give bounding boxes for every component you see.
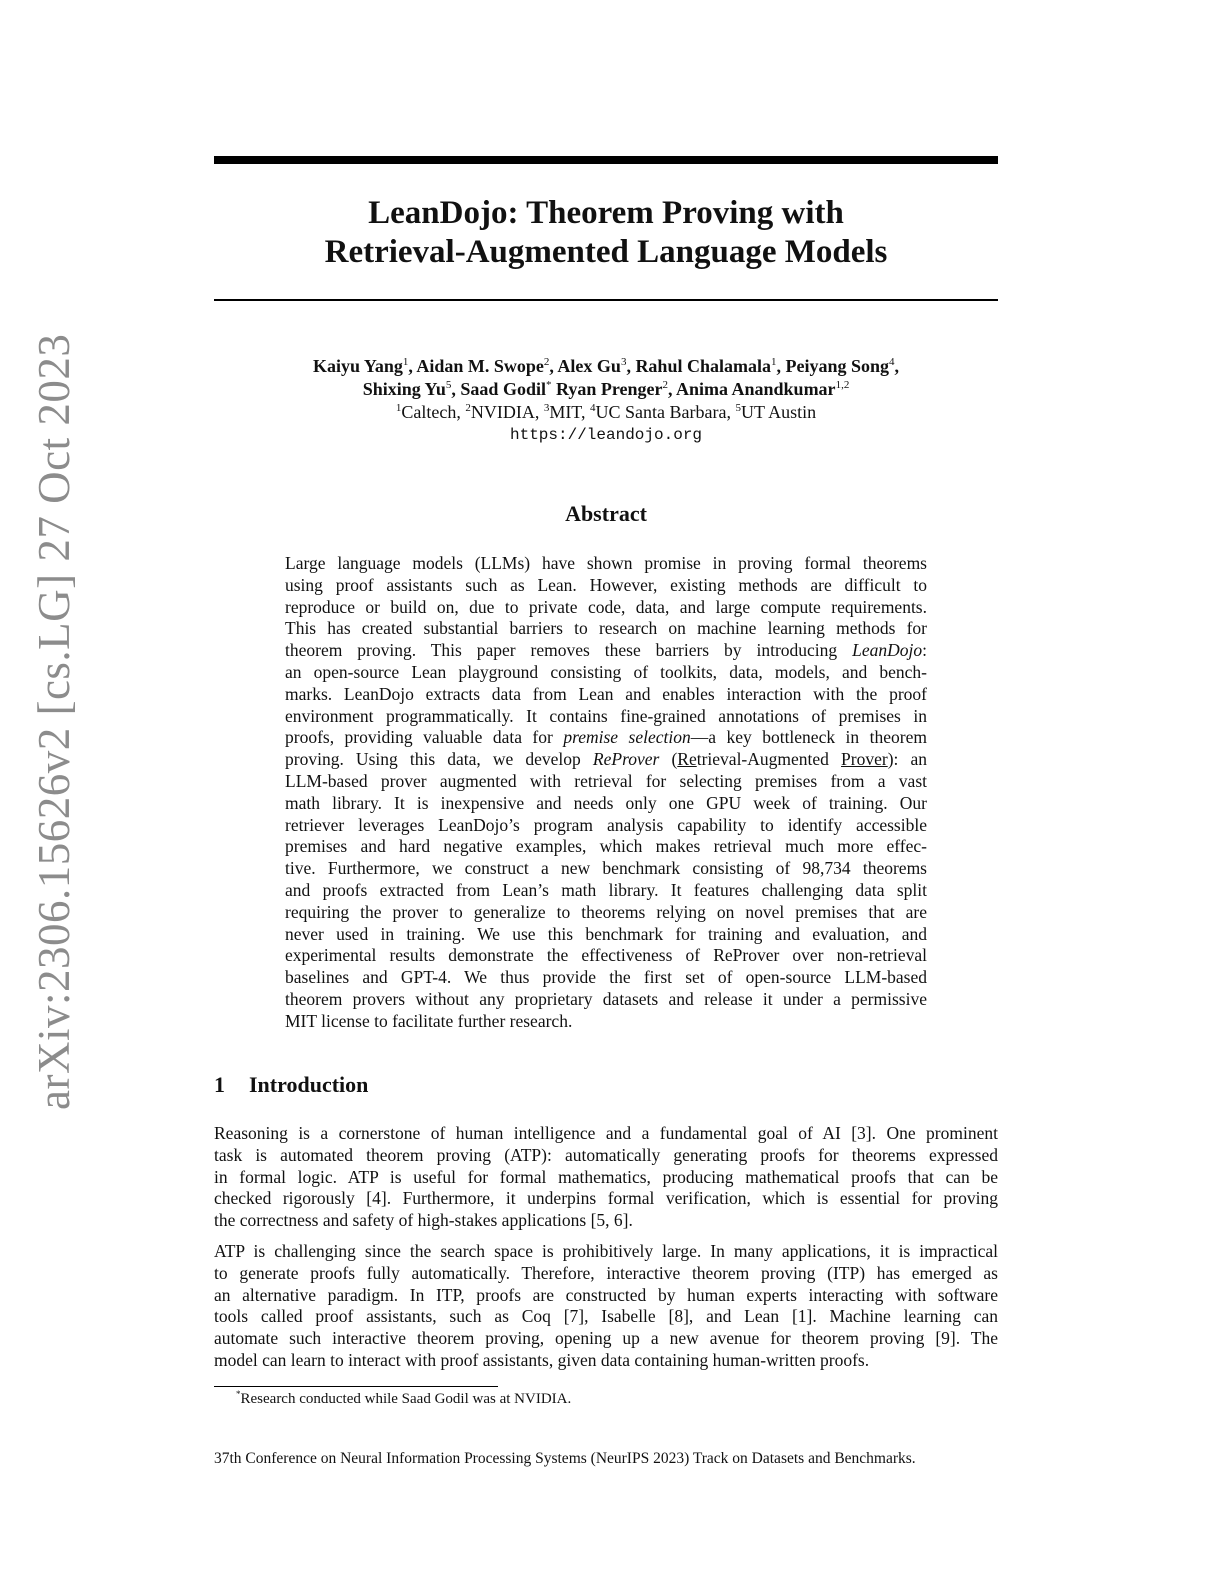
abstract-text: ): an <box>887 749 928 770</box>
venue-footer: 37th Conference on Neural Information Processing Systems (NeurIPS 2023) Track on Datasets and Benchmarks. <box>214 1450 916 1467</box>
affiliation-mark: 5 <box>735 402 741 414</box>
abstract-line: environment programmatically. It contains fine-grained annotations of premises in <box>285 705 927 726</box>
author-name: Anima Anandkumar <box>676 379 836 399</box>
affiliation-name: MIT <box>549 402 581 422</box>
project-url-link[interactable]: https://leandojo.org <box>509 426 703 444</box>
author-affiliation-mark: 3 <box>620 356 627 368</box>
intro-paragraph-1 <box>214 1123 998 1232</box>
author-separator: , <box>408 356 417 376</box>
author-separator: , <box>776 356 786 376</box>
footnote-text: Research conducted while Saad Godil was at NVIDIA. <box>240 1391 572 1407</box>
affiliation-name: UC Santa Barbara <box>595 402 727 422</box>
abstract-text: trieval-Augmented <box>696 749 842 770</box>
reprover-emphasis: ReProver <box>592 749 660 770</box>
author-affiliation-mark: 1 <box>402 356 409 368</box>
leandojo-emphasis: LeanDojo <box>852 640 923 661</box>
author-separator: , <box>451 379 461 399</box>
footnote-rule <box>214 1386 498 1387</box>
author-line-1 <box>214 355 998 378</box>
author-name: Alex Gu <box>557 356 621 376</box>
intro-line: ATP is challenging since the search space is prohibitively large. In many applications, it is impractical <box>214 1241 998 1261</box>
author-name: Rahul Chalamala <box>635 356 771 376</box>
intro-line: tools called proof assistants, such as Coq [7], Isabelle [8], and Lean [1]. Machine learning can <box>214 1306 998 1327</box>
author-line-2 <box>214 378 998 401</box>
abstract-line: using proof assistants such as Lean. However, existing methods are difficult to <box>285 574 927 595</box>
intro-line: Reasoning is a cornerstone of human intelligence and a fundamental goal of AI [3]. One prominent <box>214 1123 998 1143</box>
affiliation-name: UT Austin <box>740 402 817 422</box>
abstract-text: ( <box>659 749 678 770</box>
abstract-line: tive. Furthermore, we construct a new benchmark consisting of 98,734 theorems <box>285 858 927 879</box>
author-name: Aidan M. Swope <box>416 356 544 376</box>
abstract-line: and proofs extracted from Lean’s math library. It features challenging data split <box>285 879 927 900</box>
abstract-heading: Abstract <box>565 501 647 526</box>
intro-line: to generate proofs fully automatically. Therefore, interactive theorem proving (ITP) has emerged as <box>214 1262 998 1283</box>
affiliation-mark: 3 <box>543 402 550 414</box>
abstract-text: theorem proving. This paper removes these barriers by introducing <box>285 640 853 661</box>
intro-line: task is automated theorem proving (ATP): automatically generating proofs for theorems expressed <box>214 1144 998 1165</box>
abstract-line: retriever leverages LeanDojo’s program analysis capability to identify accessible <box>285 814 927 835</box>
author-separator: , <box>667 379 676 399</box>
abstract-line: math library. It is inexpensive and needs only one GPU week of training. Our <box>285 792 927 813</box>
footnote <box>236 1389 571 1409</box>
abstract-text: proofs, providing valuable data for <box>285 727 564 748</box>
author-separator: , <box>894 356 899 376</box>
affiliation-separator: , <box>534 402 544 422</box>
abstract-line: theorem provers without any proprietary datasets and release it under a permissive <box>285 988 927 1009</box>
affiliation-name: Caltech <box>401 402 457 422</box>
author-name: Kaiyu Yang <box>313 356 403 376</box>
abstract-line: experimental results demonstrate the effectiveness of ReProver over non-retrieval <box>285 945 927 966</box>
author-affiliation-mark: 5 <box>445 379 452 391</box>
intro-paragraph-2 <box>214 1241 998 1372</box>
author-separator: , <box>549 356 558 376</box>
author-separator: , <box>626 356 636 376</box>
author-affiliation-mark: 1 <box>770 356 777 368</box>
affiliation-mark: 1 <box>395 402 402 414</box>
underlined-prover: Prover <box>841 749 888 770</box>
author-name: Peiyang Song <box>785 356 889 376</box>
author-name: Shixing Yu <box>362 379 446 399</box>
footnote-marker: * <box>236 1389 241 1399</box>
section-number: 1 <box>214 1072 225 1097</box>
footnote-mark[interactable]: * <box>545 379 552 391</box>
author-affiliation-mark: 4 <box>889 356 895 368</box>
abstract-line <box>285 640 927 662</box>
abstract-line <box>285 727 927 749</box>
title-line: LeanDojo: Theorem Proving with <box>368 195 844 231</box>
underlined-re: Re <box>677 749 697 770</box>
abstract-line: This has created substantial barriers to research on machine learning methods for <box>285 618 927 639</box>
abstract-line <box>285 749 927 771</box>
title-bottom-rule <box>214 299 998 301</box>
intro-line: automate such interactive theorem proving, opening up a new avenue for theorem proving [9]. The <box>214 1328 998 1349</box>
section-title: Introduction <box>249 1072 369 1097</box>
abstract-text: —a key bottleneck in theorem <box>690 727 927 748</box>
affiliation-list <box>214 401 998 423</box>
affiliation-separator: , <box>726 402 736 422</box>
abstract-line: baselines and GPT-4. We thus provide the first set of open-source LLM-based <box>285 967 927 988</box>
intro-line: model can learn to interact with proof assistants, given data containing human-written proofs. <box>214 1349 870 1370</box>
author-name: Saad Godil <box>460 379 546 399</box>
author-name: Ryan Prenger <box>555 379 663 399</box>
affiliation-separator: , <box>580 402 590 422</box>
author-list <box>214 355 998 401</box>
abstract-line: MIT license to facilitate further research. <box>285 1010 573 1031</box>
title-top-rule <box>214 156 998 164</box>
author-affiliation-mark: 2 <box>543 356 550 368</box>
affiliation-mark: 2 <box>465 402 471 414</box>
arxiv-identifier-stamp: arXiv:2306.15626v2 [cs.LG] 27 Oct 2023 <box>29 333 79 1110</box>
abstract-line: reproduce or build on, due to private code, data, and large compute requirements. <box>285 596 927 617</box>
intro-line: an alternative paradigm. In ITP, proofs are constructed by human experts interacting with software <box>214 1284 998 1305</box>
author-affiliation-mark: 2 <box>662 379 668 391</box>
premise-selection-emphasis: premise selection <box>563 727 691 748</box>
abstract-text: : <box>922 640 927 661</box>
intro-line: the correctness and safety of high-stakes applications [5, 6]. <box>214 1210 633 1231</box>
abstract-body <box>285 553 927 1033</box>
intro-line: in formal logic. ATP is useful for formal mathematics, producing mathematical proofs that can be <box>214 1166 998 1187</box>
abstract-line: premises and hard negative examples, which makes retrieval much more effec- <box>285 836 927 857</box>
abstract-line: LLM-based prover augmented with retrieval for selecting premises from a vast <box>285 770 927 791</box>
abstract-line: never used in training. We use this benchmark for training and evaluation, and <box>285 923 927 944</box>
paper-title <box>214 194 998 272</box>
affiliation-mark: 4 <box>589 402 596 414</box>
abstract-line: requiring the prover to generalize to theorems relying on novel premises that are <box>285 901 927 922</box>
abstract-line: Large language models (LLMs) have shown promise in proving formal theorems <box>285 553 927 573</box>
author-affiliation-mark: 1,2 <box>835 379 850 391</box>
section-heading-introduction <box>214 1071 368 1099</box>
title-line: Retrieval-Augmented Language Models <box>324 234 888 270</box>
abstract-line: an open-source Lean playground consisting of toolkits, data, models, and bench- <box>285 661 927 682</box>
intro-line: checked rigorously [4]. Furthermore, it underpins formal verification, which is essential for proving <box>214 1188 998 1209</box>
abstract-text: proving. Using this data, we develop <box>285 749 593 770</box>
affiliation-name: NVIDIA <box>470 402 535 422</box>
affiliation-separator: , <box>456 402 466 422</box>
abstract-line: marks. LeanDojo extracts data from Lean and enables interaction with the proof <box>285 683 927 704</box>
